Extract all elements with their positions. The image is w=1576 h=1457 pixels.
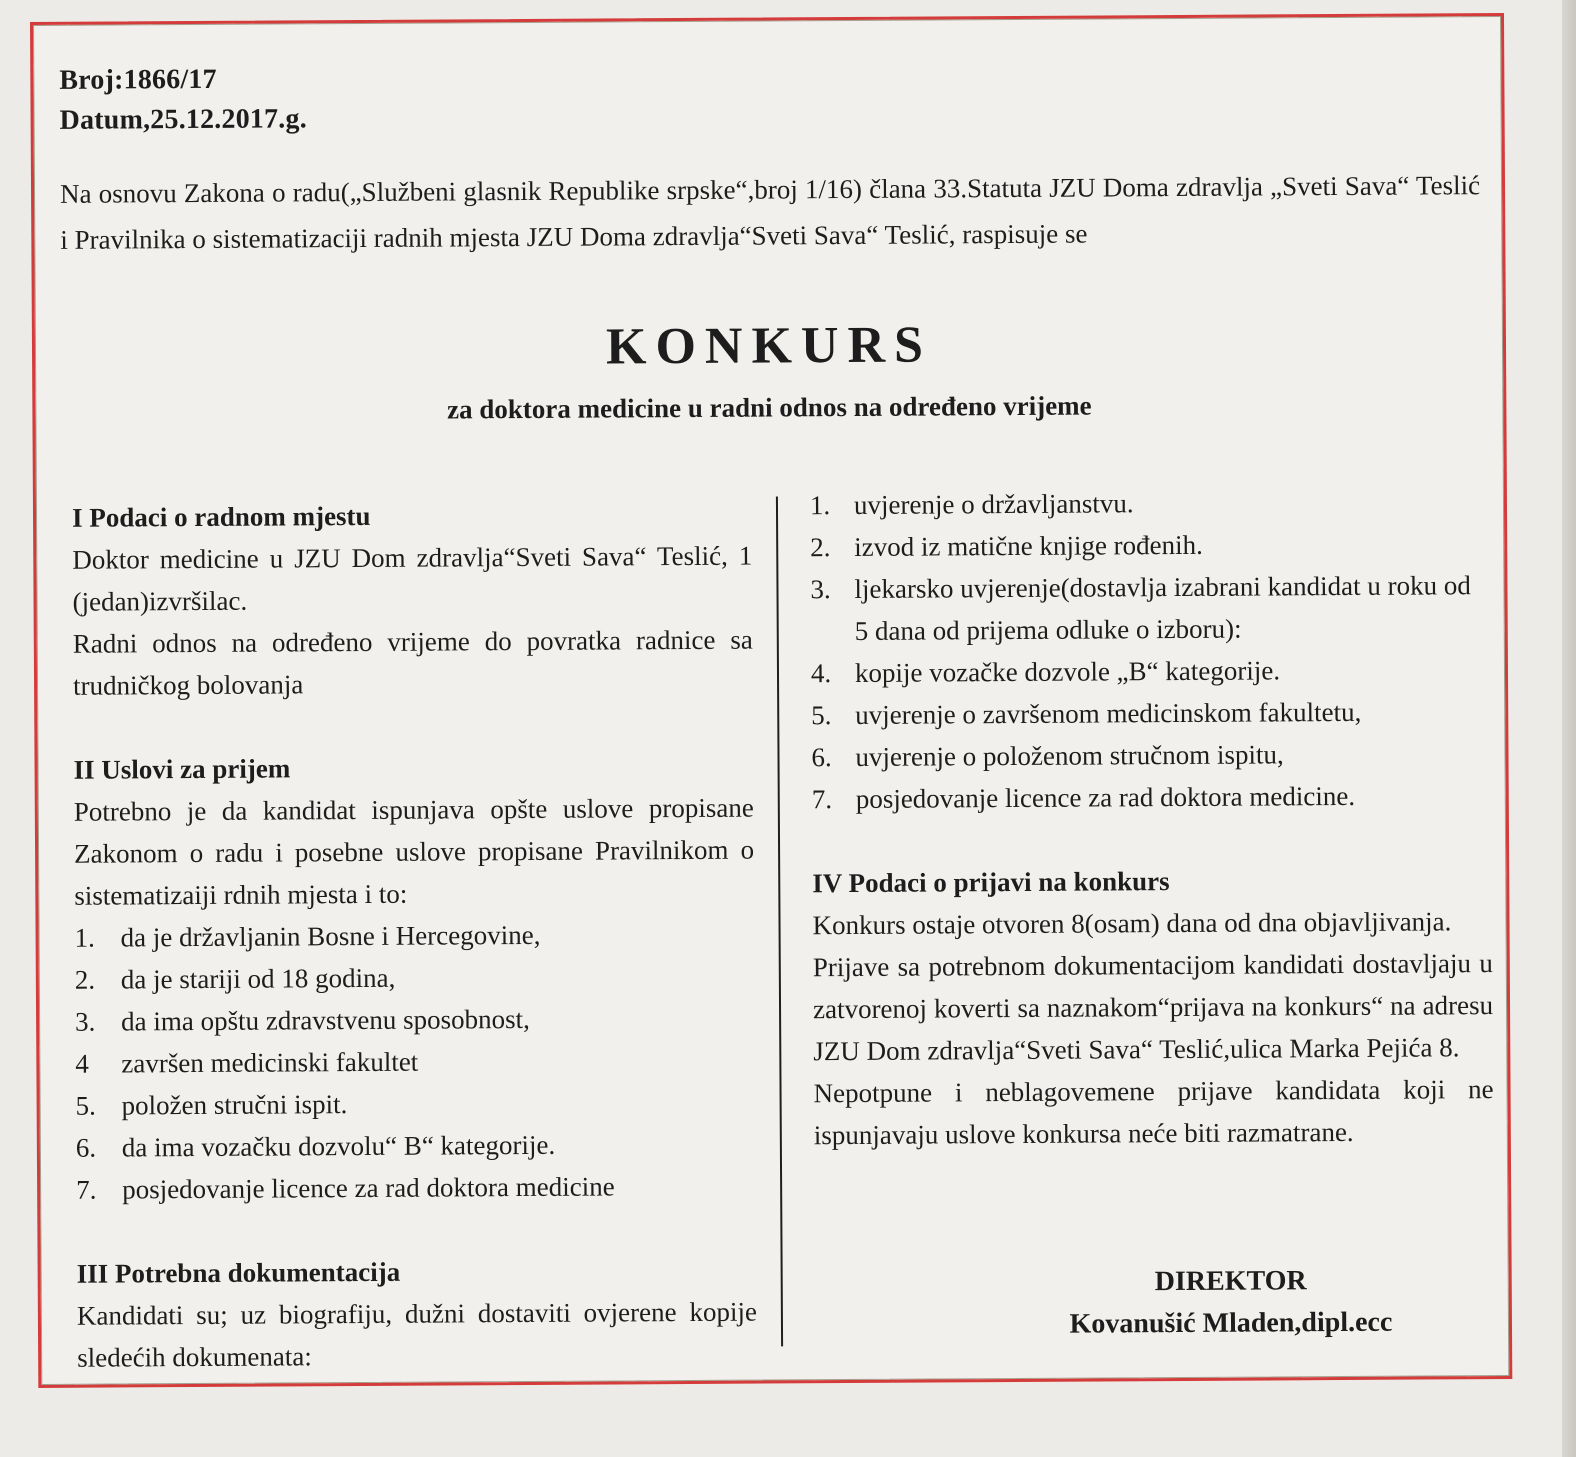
list-item: 5. uvjerenje o završenom medicinskom fakultetu, (811, 696, 1362, 731)
announcement-subtitle: za doktora medicine u radni odnos na određeno vrijeme (447, 390, 1092, 425)
application-duration-text: Konkurs ostaje otvoren 8(osam) dana od dna objavljivanja. (812, 906, 1452, 941)
list-item: 1. da je državljanin Bosne i Hercegovine, (74, 919, 541, 953)
list-item: 4. kopije vozačke dozvole „B“ kategorije. (810, 655, 1281, 689)
spacer (73, 703, 753, 749)
documents-list (810, 480, 1492, 820)
reference-date: Datum,25.12.2017.g. (59, 103, 307, 136)
list-item: 7. posjedovanje licence za rad doktora medicine (76, 1171, 615, 1205)
employment-term-text: Radni odnos na određeno vrijeme do povratka radnice sa trudničkog bolovanja (72, 624, 753, 701)
requirements-intro: Potrebno je da kandidat ispunjava opšte uslove propisane Zakonom o radu i posebne uslove propisane Pravilnikom o sistematizaiji rdnih mjesta i to: (73, 792, 755, 911)
list-item: 5. položen stručni ispit. (75, 1089, 348, 1121)
list-item: 4 završen medicinski fakultet (75, 1046, 419, 1079)
list-item: 3. ljekarsko uvjerenje(dostavlja izabrani kandidat u roku od 5 dana od prijema odluke o izboru): (810, 570, 1471, 646)
adjacent-page-edge (1562, 0, 1576, 1457)
list-item: 6. da ima vozačku dozvolu“ B“ kategorije. (75, 1129, 556, 1163)
announcement-frame (30, 13, 1512, 1388)
intro-paragraph: Na osnovu Zakona o radu(„Službeni glasnik Republike srpske“,broj 1/16) člana 33.Statuta JZU Doma zdravlja „Sveti Sava“ Teslić i Pravilnika o sistematizaciji radnih mjesta JZU Doma zdravlja“Sveti Sava“ Teslić, raspisuje se (59, 170, 1481, 255)
list-item: 2. izvod iz matične knjige rođenih. (810, 529, 1203, 563)
list-item: 2. da je stariji od 18 godina, (74, 962, 396, 995)
spacer (76, 1207, 756, 1253)
left-column (72, 493, 757, 1379)
announcement-title: KONKURS (605, 316, 933, 376)
requirements-list (74, 913, 756, 1211)
section-heading-job-details: I Podaci o radnom mjestu (71, 500, 371, 533)
job-details-text: Doktor medicine u JZU Dom zdravlja“Sveti Sava“ Teslić, 1 (jedan)izvršilac. (72, 540, 753, 617)
reference-number: Broj:1866/17 (59, 63, 217, 96)
signature-title: DIREKTOR (1154, 1265, 1307, 1298)
section-heading-requirements: II Uslovi za prijem (73, 753, 291, 785)
application-rejection-text: Nepotpune i neblagovemene prijave kandidata koji ne ispunjavaju uslove konkursa neće biti razmatrane. (813, 1074, 1494, 1151)
documentation-intro: Kandidati su; uz biografiju, dužni dostaviti ovjerene kopije sledećih dokumenata: (76, 1296, 757, 1373)
list-item: 1. uvjerenje o državljanstvu. (809, 488, 1134, 521)
announcement-content (33, 16, 1509, 1385)
section-heading-application: IV Podaci o prijavi na konkurs (812, 866, 1170, 899)
column-divider (776, 496, 783, 1346)
list-item: 3. da ima opštu zdravstvenu sposobnost, (75, 1003, 530, 1037)
list-item: 7. posjedovanje licence za rad doktora medicine. (811, 780, 1356, 815)
section-heading-documentation: III Potrebna dokumentacija (76, 1256, 401, 1289)
right-column (810, 480, 1494, 1156)
spacer (812, 816, 1492, 862)
application-submission-text: Prijave sa potrebnom dokumentacijom kandidati dostavljaju u zatvorenoj koverti sa naznakom“prijava na konkurs“ na adresu JZU Dom zdravlja“Sveti Sava“ Teslić,ulica Marka Pejića 8. (812, 948, 1494, 1067)
signature-name: Kovanušić Mladen,dipl.ecc (1069, 1306, 1393, 1340)
list-item: 6. uvjerenje o položenom stručnom ispitu, (811, 739, 1284, 773)
